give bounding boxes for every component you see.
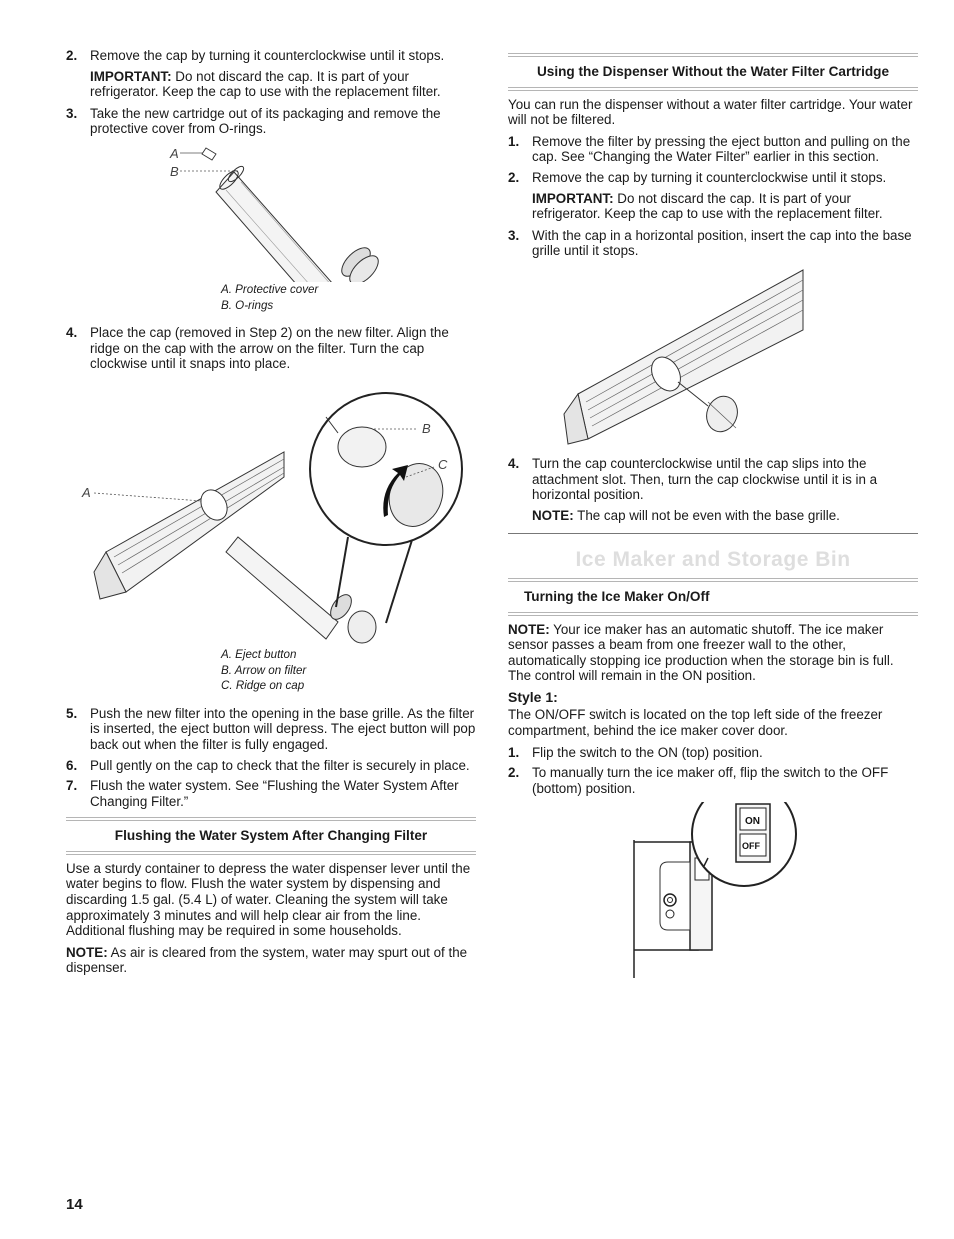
step-7	[66, 778, 476, 809]
step-3	[508, 228, 918, 259]
step-number: 7.	[66, 778, 78, 794]
step-text: Pull gently on the cap to check that the filter is securely in place.	[90, 757, 470, 773]
step-number: 2.	[508, 169, 520, 185]
step-number: 1.	[508, 133, 520, 149]
style-1-paragraph: The ON/OFF switch is located on the top left side of the freezer compartment, behind the ice maker cover door.	[508, 707, 883, 739]
step-1	[508, 134, 918, 165]
step-text: Remove the filter by pressing the eject button and pulling on the cap. See “Changing the Water Filter” earlier in this section.	[532, 133, 911, 165]
step-6	[66, 758, 476, 774]
step-text: Flush the water system. See “Flushing the Water System After Changing Filter.”	[90, 778, 459, 809]
figure-caption-b: B. O-rings	[221, 298, 274, 312]
ice-maker-section-title: Ice Maker and Storage Bin	[575, 548, 851, 572]
left-column	[66, 48, 476, 982]
step-number: 3.	[508, 227, 520, 243]
step-text: To manually turn the ice maker off, flip the switch to the OFF (bottom) position.	[532, 765, 889, 796]
important-text: Do not discard the cap. It is part of your refrigerator. Keep the cap to use with the replacement filter.	[90, 68, 441, 100]
important-label: IMPORTANT:	[532, 190, 614, 206]
no-filter-intro: You can run the dispenser without a water filter cartridge. Your water will not be filtered.	[508, 96, 913, 128]
step-text: Flip the switch to the ON (top) position.	[532, 744, 763, 760]
right-column	[508, 48, 918, 992]
step-text: Remove the cap by turning it counterclockwise until it stops.	[90, 48, 445, 63]
style-step-2	[508, 765, 918, 796]
note-label: NOTE:	[66, 944, 108, 960]
ice-maker-onoff-heading: Turning the Ice Maker On/Off	[508, 578, 918, 616]
step-4	[66, 325, 476, 372]
important-text: Do not discard the cap. It is part of your refrigerator. Keep the cap to use with the replacement filter.	[532, 190, 883, 222]
ice-maker-switch-illustration	[508, 802, 918, 992]
label-b: B	[170, 163, 179, 179]
note-text: Your ice maker has an automatic shutoff. The ice maker sensor passes a beam from one freezer wall to the other, automatically stopping ice production when the storage bin is full. The control will remain in the ON position.	[508, 621, 894, 684]
page-number: 14	[66, 1196, 83, 1213]
label-b: B	[422, 420, 431, 436]
step-number: 2.	[508, 765, 520, 781]
ice-maker-switch-figure	[508, 802, 918, 992]
cap-grille-illustration	[508, 264, 918, 456]
step-2	[66, 48, 476, 64]
step-number: 3.	[66, 105, 78, 121]
flush-note	[66, 945, 476, 976]
step-number: 5.	[66, 705, 78, 721]
step-number: 6.	[66, 757, 78, 773]
label-c: C	[438, 456, 448, 472]
step-number: 2.	[66, 48, 78, 63]
step-text: Remove the cap by turning it counterclockwise until it stops.	[532, 169, 887, 185]
note-text: The cap will not be even with the base grille.	[573, 507, 840, 523]
step-number: 1.	[508, 744, 520, 760]
figure-caption-a: A. Eject button	[221, 647, 297, 661]
figure-caption-c: C. Ridge on cap	[221, 679, 305, 693]
figure-caption-b: B. Arrow on filter	[221, 663, 307, 677]
step-number: 4.	[508, 455, 520, 471]
cap-grille-figure	[508, 264, 918, 456]
step-number: 4.	[66, 325, 78, 341]
flush-paragraph: Use a sturdy container to depress the water dispenser lever until the water begins to flow. Flush the water system by dispensing and discarding 1.5 gal. (5.4 L) of water. Cleaning the system will take approximately 3 minutes and will help clear air from the line. Additional flushing may be required in some households.	[66, 860, 471, 939]
step-text: Push the new filter into the opening in the base grille. As the filter is inserted, the eject button will depress. The eject button will pop back out when the filter is fully engaged.	[90, 705, 476, 752]
step-text: Place the cap (removed in Step 2) on the new filter. Align the ridge on the cap with the arrow on the filter. Turn the cap clockwise until it snaps into place.	[90, 325, 449, 372]
flush-section-heading: Flushing the Water System After Changing Filter	[66, 817, 476, 855]
note-label: NOTE:	[532, 507, 574, 523]
cartridge-illustration	[66, 142, 476, 282]
label-a: A	[170, 145, 179, 161]
switch-on-label: ON	[745, 816, 760, 828]
important-note	[532, 191, 918, 222]
style-1-label: Style 1:	[508, 688, 558, 705]
style-step-1	[508, 745, 918, 761]
important-label: IMPORTANT:	[90, 68, 172, 84]
cartridge-figure	[66, 142, 476, 282]
step-3	[66, 106, 476, 137]
note-label: NOTE:	[508, 621, 550, 637]
step-text: With the cap in a horizontal position, insert the cap into the base grille until it stops.	[532, 227, 912, 259]
label-a: A	[82, 484, 91, 500]
figure-caption-a: A. Protective cover	[221, 282, 319, 296]
note-text: As air is cleared from the system, water may spurt out of the dispenser.	[66, 944, 468, 976]
section-divider	[508, 533, 918, 534]
step-5	[66, 706, 476, 753]
step-text: Turn the cap counterclockwise until the cap slips into the attachment slot. Then, turn the cap clockwise until it is in a horizontal position.	[532, 455, 878, 503]
step-4-note	[532, 508, 918, 524]
step-4	[508, 456, 918, 503]
step-text: Take the new cartridge out of its packaging and remove the protective cover from O-rings.	[90, 105, 441, 137]
important-note	[90, 69, 476, 100]
step-2	[508, 170, 918, 186]
switch-off-label: OFF	[742, 841, 760, 852]
filter-insert-figure	[66, 377, 476, 647]
filter-insert-illustration	[66, 377, 476, 647]
ice-maker-note	[508, 622, 918, 684]
no-filter-heading: Using the Dispenser Without the Water Filter Cartridge	[508, 53, 918, 91]
